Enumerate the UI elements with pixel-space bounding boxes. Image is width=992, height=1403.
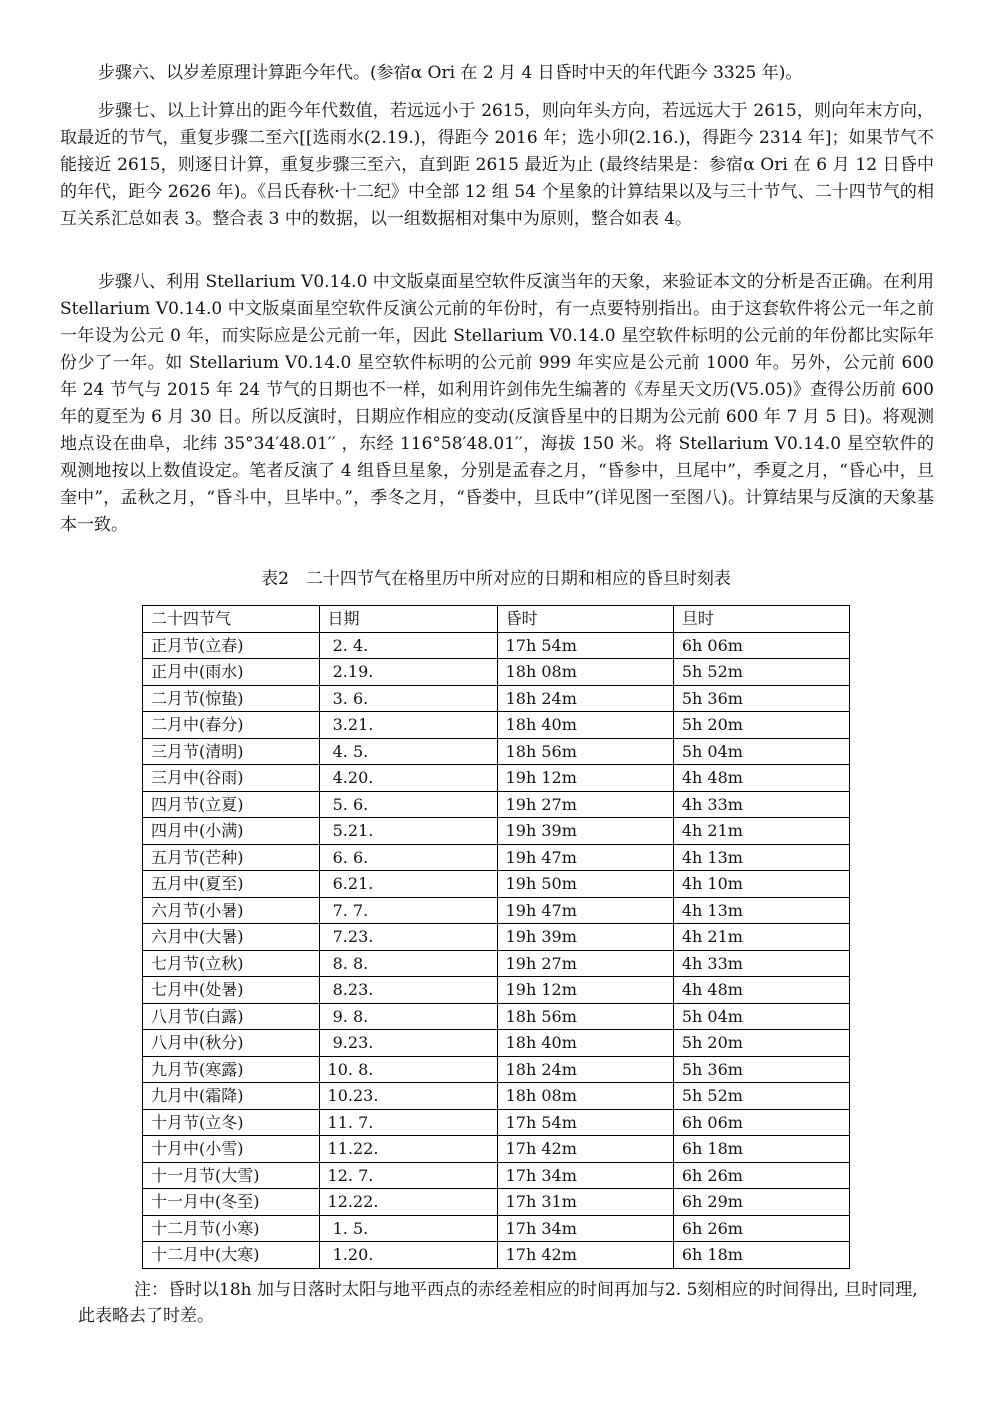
table-header-row [143, 606, 850, 633]
cell-solar-term: 四月节(立夏) [143, 791, 320, 818]
cell-solar-term: 五月节(芒种) [143, 844, 320, 871]
cell-solar-term: 六月中(大暑) [143, 924, 320, 951]
header-solar-term: 二十四节气 [143, 606, 320, 633]
cell-date: 11.22. [319, 1136, 497, 1163]
table-row [143, 1242, 850, 1269]
cell-solar-term: 二月中(春分) [143, 712, 320, 739]
cell-date: 8.23. [319, 977, 497, 1004]
cell-dusk-time: 17h 42m [497, 1136, 673, 1163]
table-row [143, 712, 850, 739]
solar-terms-table [142, 605, 850, 1269]
cell-dawn-time: 4h 48m [673, 977, 849, 1004]
table-row [143, 977, 850, 1004]
cell-date: 12.22. [319, 1189, 497, 1216]
paragraph-step-7: 步骤七、以上计算出的距今年代数值，若远远小于 2615，则向年头方向，若远远大于 2615，则向年末方向，取最近的节气，重复步骤二至六[[选雨水(2.19.)，得距今 2016 年；选小卯(2.16.)，得距今 2314 年]；如果节气不能接近 2615，则逐日计算，重复步骤三至六，直到距 2615 最近为止 (最终结果是：参宿α Ori 在 6 月 12 日昏中的年代，距今 2626 年)。《吕氏春秋·十二纪》中全部 12 组 54 个星象的计算结果以及与三十节气、二十四节气的相互关系汇总如表 3。整合表 3 中的数据，以一组数据相对集中为原则，整合如表 4。 [60, 101, 934, 229]
cell-dusk-time: 17h 31m [497, 1189, 673, 1216]
cell-dawn-time: 5h 52m [673, 1083, 849, 1110]
cell-dusk-time: 18h 40m [497, 712, 673, 739]
cell-solar-term: 十月中(小雪) [143, 1136, 320, 1163]
header-date: 日期 [319, 606, 497, 633]
cell-date: 8. 8. [319, 950, 497, 977]
table-row [143, 1003, 850, 1030]
table-row [143, 1136, 850, 1163]
cell-dusk-time: 17h 54m [497, 632, 673, 659]
cell-dusk-time: 19h 27m [497, 950, 673, 977]
cell-dawn-time: 4h 13m [673, 844, 849, 871]
cell-solar-term: 十月节(立冬) [143, 1109, 320, 1136]
cell-solar-term: 二月节(惊蛰) [143, 685, 320, 712]
cell-date: 10. 8. [319, 1056, 497, 1083]
cell-solar-term: 三月中(谷雨) [143, 765, 320, 792]
table-row [143, 871, 850, 898]
cell-dawn-time: 5h 36m [673, 1056, 849, 1083]
cell-dusk-time: 19h 39m [497, 818, 673, 845]
cell-solar-term: 八月节(白露) [143, 1003, 320, 1030]
cell-solar-term: 正月节(立春) [143, 632, 320, 659]
cell-date: 6.21. [319, 871, 497, 898]
cell-date: 7.23. [319, 924, 497, 951]
table-caption: 表2 二十四节气在格里历中所对应的日期和相应的昏旦时刻表 [261, 569, 731, 589]
cell-dawn-time: 6h 26m [673, 1215, 849, 1242]
cell-solar-term: 九月中(霜降) [143, 1083, 320, 1110]
paragraph-step-8: 步骤八、利用 Stellarium V0.14.0 中文版桌面星空软件反演当年的天象，来验证本文的分析是否正确。在利用 Stellarium V0.14.0 中文版桌面星空软件反演公元前的年份时，有一点要特别指出。由于这套软件将公元一年之前一年设为公元 0 年，而实际应是公元前一年，因此 Stellarium V0.14.0 星空软件标明的公元前的年份都比实际年份少了一年。如 Stellarium V0.14.0 星空软件标明的公元前 999 年实应是公元前 1000 年。另外，公元前 600 年 24 节气与 2015 年 24 节气的日期也不一样，如利用许剑伟先生编著的《寿星天文历(V5.05)》查得公历前 600 年的夏至为 6 月 30 日。所以反演时，日期应作相应的变动(反演昏星中的日期为公元前 600 年 7 月 5 日)。将观测地点设在曲阜，北纬 35°34′48.01′′ ，东经 116°58′48.01′′，海拔 150 米。将 Stellarium V0.14.0 星空软件的观测地按以上数值设定。笔者反演了 4 组昏旦星象，分别是孟春之月，“昏参中，旦尾中”，季夏之月，“昏心中，旦奎中”，孟秋之月，“昏斗中，旦毕中。”，季冬之月，“昏娄中，旦氐中”(详见图一至图八)。计算结果与反演的天象基本一致。 [60, 272, 934, 535]
cell-dawn-time: 5h 52m [673, 659, 849, 686]
cell-solar-term: 四月中(小满) [143, 818, 320, 845]
cell-dusk-time: 17h 34m [497, 1215, 673, 1242]
table-row [143, 1162, 850, 1189]
table-row [143, 924, 850, 951]
cell-solar-term: 十二月节(小寒) [143, 1215, 320, 1242]
cell-date: 3.21. [319, 712, 497, 739]
cell-solar-term: 六月节(小暑) [143, 897, 320, 924]
cell-solar-term: 七月中(处暑) [143, 977, 320, 1004]
cell-dawn-time: 6h 06m [673, 1109, 849, 1136]
cell-dawn-time: 5h 04m [673, 1003, 849, 1030]
cell-solar-term: 五月中(夏至) [143, 871, 320, 898]
cell-dawn-time: 6h 29m [673, 1189, 849, 1216]
cell-date: 3. 6. [319, 685, 497, 712]
cell-date: 2. 4. [319, 632, 497, 659]
cell-solar-term: 正月中(雨水) [143, 659, 320, 686]
cell-dusk-time: 19h 12m [497, 977, 673, 1004]
cell-dusk-time: 18h 56m [497, 738, 673, 765]
cell-solar-term: 十一月节(大雪) [143, 1162, 320, 1189]
cell-dusk-time: 17h 42m [497, 1242, 673, 1269]
cell-solar-term: 十一月中(冬至) [143, 1189, 320, 1216]
table-row [143, 1083, 850, 1110]
cell-dusk-time: 18h 08m [497, 1083, 673, 1110]
cell-solar-term: 八月中(秋分) [143, 1030, 320, 1057]
cell-solar-term: 七月节(立秋) [143, 950, 320, 977]
table-row [143, 791, 850, 818]
cell-dawn-time: 6h 06m [673, 632, 849, 659]
cell-dusk-time: 19h 50m [497, 871, 673, 898]
cell-dusk-time: 18h 24m [497, 685, 673, 712]
cell-dawn-time: 4h 10m [673, 871, 849, 898]
cell-dawn-time: 5h 20m [673, 1030, 849, 1057]
cell-dawn-time: 4h 33m [673, 791, 849, 818]
cell-dusk-time: 19h 47m [497, 897, 673, 924]
table-row [143, 1189, 850, 1216]
cell-dawn-time: 6h 18m [673, 1242, 849, 1269]
cell-date: 7. 7. [319, 897, 497, 924]
cell-date: 11. 7. [319, 1109, 497, 1136]
cell-dawn-time: 5h 20m [673, 712, 849, 739]
cell-dawn-time: 4h 33m [673, 950, 849, 977]
cell-dusk-time: 18h 40m [497, 1030, 673, 1057]
table-row [143, 950, 850, 977]
table-row [143, 818, 850, 845]
cell-date: 5.21. [319, 818, 497, 845]
cell-dawn-time: 5h 36m [673, 685, 849, 712]
cell-dawn-time: 4h 13m [673, 897, 849, 924]
cell-dawn-time: 5h 04m [673, 738, 849, 765]
header-dawn-time: 旦时 [673, 606, 849, 633]
paragraph-step-6: 步骤六、以岁差原理计算距今年代。(参宿α Ori 在 2 月 4 日昏时中天的年代距今 3325 年)。 [98, 63, 803, 83]
cell-dawn-time: 4h 21m [673, 818, 849, 845]
table-row [143, 738, 850, 765]
table-row [143, 632, 850, 659]
cell-dusk-time: 17h 34m [497, 1162, 673, 1189]
cell-date: 9. 8. [319, 1003, 497, 1030]
cell-dawn-time: 6h 26m [673, 1162, 849, 1189]
table-row [143, 1109, 850, 1136]
cell-date: 1.20. [319, 1242, 497, 1269]
cell-dusk-time: 17h 54m [497, 1109, 673, 1136]
cell-solar-term: 三月节(清明) [143, 738, 320, 765]
cell-date: 6. 6. [319, 844, 497, 871]
table-note: 注：昏时以18h 加与日落时太阳与地平西点的赤经差相应的时间再加与2. 5刻相应的时间得出, 旦时同理,此表略去了时差。 [78, 1280, 918, 1326]
cell-dusk-time: 19h 47m [497, 844, 673, 871]
table-row [143, 765, 850, 792]
table-row [143, 1215, 850, 1242]
cell-dusk-time: 19h 39m [497, 924, 673, 951]
cell-solar-term: 九月节(寒露) [143, 1056, 320, 1083]
table-row [143, 1030, 850, 1057]
cell-date: 2.19. [319, 659, 497, 686]
cell-dawn-time: 6h 18m [673, 1136, 849, 1163]
cell-dusk-time: 18h 08m [497, 659, 673, 686]
cell-solar-term: 十二月中(大寒) [143, 1242, 320, 1269]
cell-dawn-time: 4h 48m [673, 765, 849, 792]
table-row [143, 1056, 850, 1083]
table-row [143, 844, 850, 871]
table-row [143, 897, 850, 924]
cell-date: 5. 6. [319, 791, 497, 818]
header-dusk-time: 昏时 [497, 606, 673, 633]
cell-dusk-time: 19h 27m [497, 791, 673, 818]
table-row [143, 685, 850, 712]
cell-dusk-time: 18h 56m [497, 1003, 673, 1030]
cell-dawn-time: 4h 21m [673, 924, 849, 951]
cell-dusk-time: 19h 12m [497, 765, 673, 792]
table-row [143, 659, 850, 686]
cell-date: 4. 5. [319, 738, 497, 765]
cell-date: 10.23. [319, 1083, 497, 1110]
cell-dusk-time: 18h 24m [497, 1056, 673, 1083]
cell-date: 1. 5. [319, 1215, 497, 1242]
cell-date: 12. 7. [319, 1162, 497, 1189]
cell-date: 4.20. [319, 765, 497, 792]
cell-date: 9.23. [319, 1030, 497, 1057]
